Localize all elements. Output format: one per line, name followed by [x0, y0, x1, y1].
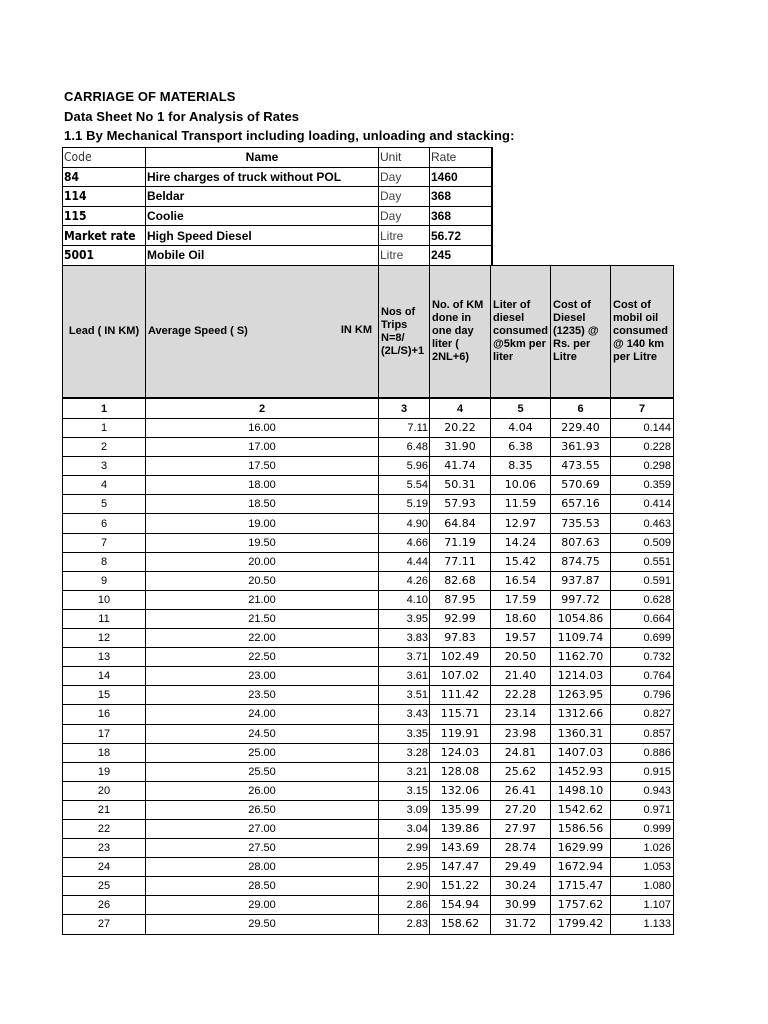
cost-mobil-cell: 1.080	[611, 877, 674, 896]
km-cell: 92.99	[430, 609, 491, 628]
header-cost-diesel: Cost of Diesel (1235) @ Rs. per Litre	[551, 266, 611, 399]
rates-header-code: Code	[63, 148, 146, 168]
speed-cell: 28.50	[146, 877, 379, 896]
liter-cell: 23.14	[491, 705, 551, 724]
speed-cell: 22.00	[146, 629, 379, 648]
speed-cell: 18.50	[146, 495, 379, 514]
trips-cell: 4.66	[379, 533, 430, 552]
trips-cell: 5.96	[379, 457, 430, 476]
lead-cell: 7	[63, 533, 146, 552]
cost-diesel-cell: 1586.56	[551, 819, 611, 838]
rate-cell: 1460	[430, 167, 492, 187]
cost-mobil-cell: 0.827	[611, 705, 674, 724]
trips-cell: 2.86	[379, 896, 430, 915]
table-row	[63, 495, 674, 514]
liter-cell: 12.97	[491, 514, 551, 533]
cost-mobil-cell: 0.764	[611, 667, 674, 686]
cost-diesel-cell: 1162.70	[551, 648, 611, 667]
lead-cell: 15	[63, 686, 146, 705]
rate-cell: 56.72	[430, 226, 492, 246]
cost-diesel-cell: 937.87	[551, 571, 611, 590]
cost-diesel-cell: 1672.94	[551, 858, 611, 877]
liter-cell: 27.97	[491, 819, 551, 838]
name-cell: High Speed Diesel	[146, 226, 379, 246]
table-row	[63, 781, 674, 800]
table-row	[63, 533, 674, 552]
cost-diesel-cell: 874.75	[551, 552, 611, 571]
km-cell: 158.62	[430, 915, 491, 934]
speed-cell: 27.50	[146, 839, 379, 858]
table-row	[63, 724, 674, 743]
rate-cell: 245	[430, 245, 492, 265]
cost-mobil-cell: 0.628	[611, 590, 674, 609]
cost-diesel-cell: 1407.03	[551, 743, 611, 762]
header-km: No. of KM done in one day liter ( 2NL+6)	[430, 266, 491, 399]
column-number-row	[63, 398, 674, 419]
speed-cell: 23.00	[146, 667, 379, 686]
liter-cell: 21.40	[491, 667, 551, 686]
liter-cell: 30.99	[491, 896, 551, 915]
liter-cell: 11.59	[491, 495, 551, 514]
liter-cell: 22.28	[491, 686, 551, 705]
speed-cell: 26.50	[146, 800, 379, 819]
cost-diesel-cell: 1263.95	[551, 686, 611, 705]
speed-cell: 19.00	[146, 514, 379, 533]
rates-header-rate: Rate	[430, 148, 492, 168]
lead-cell: 20	[63, 781, 146, 800]
cost-mobil-cell: 0.664	[611, 609, 674, 628]
cost-mobil-cell: 0.732	[611, 648, 674, 667]
trips-cell: 3.95	[379, 609, 430, 628]
speed-cell: 23.50	[146, 686, 379, 705]
km-cell: 107.02	[430, 667, 491, 686]
speed-cell: 29.50	[146, 915, 379, 934]
speed-cell: 27.00	[146, 819, 379, 838]
km-cell: 154.94	[430, 896, 491, 915]
cost-mobil-cell: 1.053	[611, 858, 674, 877]
cost-mobil-cell: 0.886	[611, 743, 674, 762]
rates-row	[63, 167, 492, 187]
lead-cell: 22	[63, 819, 146, 838]
rates-row	[63, 245, 492, 265]
lead-cell: 11	[63, 609, 146, 628]
name-cell: Coolie	[146, 206, 379, 226]
km-cell: 31.90	[430, 438, 491, 457]
cost-diesel-cell: 570.69	[551, 476, 611, 495]
speed-cell: 20.50	[146, 571, 379, 590]
table-row	[63, 743, 674, 762]
speed-cell: 21.50	[146, 609, 379, 628]
km-cell: 124.03	[430, 743, 491, 762]
km-cell: 115.71	[430, 705, 491, 724]
km-cell: 50.31	[430, 476, 491, 495]
cost-mobil-cell: 1.107	[611, 896, 674, 915]
trips-cell: 4.26	[379, 571, 430, 590]
table-row	[63, 629, 674, 648]
rates-row	[63, 206, 492, 226]
table-row	[63, 648, 674, 667]
trips-cell: 6.48	[379, 438, 430, 457]
table-row	[63, 915, 674, 934]
lead-cell: 10	[63, 590, 146, 609]
table-row	[63, 839, 674, 858]
cost-diesel-cell: 997.72	[551, 590, 611, 609]
lead-cell: 13	[63, 648, 146, 667]
trips-cell: 3.61	[379, 667, 430, 686]
code-cell: 84	[63, 167, 146, 187]
unit-cell: Litre	[379, 245, 430, 265]
lead-cell: 18	[63, 743, 146, 762]
name-cell: Beldar	[146, 187, 379, 207]
km-cell: 82.68	[430, 571, 491, 590]
lead-cell: 1	[63, 419, 146, 438]
lead-cell: 9	[63, 571, 146, 590]
column-number: 3	[379, 398, 430, 419]
table-row	[63, 438, 674, 457]
cost-mobil-cell: 1.133	[611, 915, 674, 934]
cost-diesel-cell: 657.16	[551, 495, 611, 514]
cost-mobil-cell: 0.915	[611, 762, 674, 781]
lead-cell: 3	[63, 457, 146, 476]
header-speed-unit: IN KM	[340, 324, 372, 336]
liter-cell: 28.74	[491, 839, 551, 858]
trips-cell: 3.51	[379, 686, 430, 705]
cost-diesel-cell: 1799.42	[551, 915, 611, 934]
cost-diesel-cell: 1360.31	[551, 724, 611, 743]
liter-cell: 15.42	[491, 552, 551, 571]
trips-cell: 5.19	[379, 495, 430, 514]
liter-cell: 24.81	[491, 743, 551, 762]
km-cell: 57.93	[430, 495, 491, 514]
lead-cell: 5	[63, 495, 146, 514]
lead-cell: 24	[63, 858, 146, 877]
header-speed-label: Average Speed ( S)	[148, 325, 248, 337]
liter-cell: 6.38	[491, 438, 551, 457]
code-cell: Market rate	[63, 226, 146, 246]
trips-cell: 3.43	[379, 705, 430, 724]
cost-diesel-cell: 361.93	[551, 438, 611, 457]
cost-mobil-cell: 0.509	[611, 533, 674, 552]
trips-cell: 3.09	[379, 800, 430, 819]
cost-diesel-cell: 1757.62	[551, 896, 611, 915]
liter-cell: 31.72	[491, 915, 551, 934]
speed-cell: 19.50	[146, 533, 379, 552]
km-cell: 143.69	[430, 839, 491, 858]
trips-cell: 3.28	[379, 743, 430, 762]
km-cell: 132.06	[430, 781, 491, 800]
unit-cell: Day	[379, 206, 430, 226]
cost-mobil-cell: 1.026	[611, 839, 674, 858]
cost-mobil-cell: 0.414	[611, 495, 674, 514]
column-number: 5	[491, 398, 551, 419]
column-number: 4	[430, 398, 491, 419]
header-liter: Liter of diesel consumed @5km per liter	[491, 266, 551, 399]
lead-cell: 14	[63, 667, 146, 686]
km-cell: 151.22	[430, 877, 491, 896]
cost-mobil-cell: 0.591	[611, 571, 674, 590]
rates-row	[63, 187, 492, 207]
lead-cell: 16	[63, 705, 146, 724]
liter-cell: 10.06	[491, 476, 551, 495]
section-heading: 1.1 By Mechanical Transport including loading, unloading and stacking:	[64, 128, 515, 143]
cost-mobil-cell: 0.943	[611, 781, 674, 800]
speed-cell: 22.50	[146, 648, 379, 667]
lead-cell: 27	[63, 915, 146, 934]
speed-cell: 16.00	[146, 419, 379, 438]
lead-cell: 2	[63, 438, 146, 457]
unit-cell: Day	[379, 167, 430, 187]
cost-mobil-cell: 0.359	[611, 476, 674, 495]
rates-header-unit: Unit	[379, 148, 430, 168]
header-cost-mobil: Cost of mobil oil consumed @ 140 km per Litre	[611, 266, 674, 399]
table-row	[63, 800, 674, 819]
liter-cell: 30.24	[491, 877, 551, 896]
rates-row	[63, 226, 492, 246]
liter-cell: 27.20	[491, 800, 551, 819]
column-number: 6	[551, 398, 611, 419]
table-row	[63, 896, 674, 915]
cost-diesel-cell: 1214.03	[551, 667, 611, 686]
table-row	[63, 819, 674, 838]
table-row	[63, 686, 674, 705]
column-number: 1	[63, 398, 146, 419]
km-cell: 128.08	[430, 762, 491, 781]
rate-cell: 368	[430, 187, 492, 207]
liter-cell: 25.62	[491, 762, 551, 781]
table-row	[63, 858, 674, 877]
lead-cell: 21	[63, 800, 146, 819]
liter-cell: 4.04	[491, 419, 551, 438]
column-number: 7	[611, 398, 674, 419]
trips-cell: 4.44	[379, 552, 430, 571]
liter-cell: 14.24	[491, 533, 551, 552]
km-cell: 111.42	[430, 686, 491, 705]
km-cell: 87.95	[430, 590, 491, 609]
code-cell: 115	[63, 206, 146, 226]
lead-cell: 25	[63, 877, 146, 896]
km-cell: 20.22	[430, 419, 491, 438]
name-cell: Mobile Oil	[146, 245, 379, 265]
speed-cell: 17.00	[146, 438, 379, 457]
trips-cell: 2.83	[379, 915, 430, 934]
lead-cell: 4	[63, 476, 146, 495]
cost-diesel-cell: 735.53	[551, 514, 611, 533]
table-row	[63, 590, 674, 609]
unit-cell: Litre	[379, 226, 430, 246]
lead-cell: 17	[63, 724, 146, 743]
lead-cell: 19	[63, 762, 146, 781]
trips-cell: 2.99	[379, 839, 430, 858]
lead-cell: 23	[63, 839, 146, 858]
trips-cell: 2.95	[379, 858, 430, 877]
document-subtitle: Data Sheet No 1 for Analysis of Rates	[64, 109, 300, 124]
code-cell: 5001	[63, 245, 146, 265]
table-row	[63, 667, 674, 686]
liter-cell: 29.49	[491, 858, 551, 877]
km-cell: 139.86	[430, 819, 491, 838]
lead-cell: 6	[63, 514, 146, 533]
cost-diesel-cell: 1452.93	[551, 762, 611, 781]
km-cell: 147.47	[430, 858, 491, 877]
km-cell: 97.83	[430, 629, 491, 648]
code-cell: 114	[63, 187, 146, 207]
table-row	[63, 571, 674, 590]
liter-cell: 26.41	[491, 781, 551, 800]
trips-cell: 4.10	[379, 590, 430, 609]
cost-diesel-cell: 1312.66	[551, 705, 611, 724]
cost-mobil-cell: 0.228	[611, 438, 674, 457]
header-speed	[146, 266, 379, 399]
cost-mobil-cell: 0.463	[611, 514, 674, 533]
speed-cell: 18.00	[146, 476, 379, 495]
header-lead: Lead ( IN KM)	[63, 266, 146, 399]
cost-diesel-cell: 807.63	[551, 533, 611, 552]
liter-cell: 17.59	[491, 590, 551, 609]
lead-cell: 12	[63, 629, 146, 648]
liter-cell: 18.60	[491, 609, 551, 628]
trips-cell: 5.54	[379, 476, 430, 495]
header-trips: Nos of Trips N=8/ (2L/S)+1	[379, 266, 430, 399]
km-cell: 41.74	[430, 457, 491, 476]
rates-header-name: Name	[146, 148, 379, 168]
cost-diesel-cell: 1109.74	[551, 629, 611, 648]
km-cell: 71.19	[430, 533, 491, 552]
cost-mobil-cell: 0.796	[611, 686, 674, 705]
rate-cell: 368	[430, 206, 492, 226]
unit-cell: Day	[379, 187, 430, 207]
cost-mobil-cell: 0.144	[611, 419, 674, 438]
speed-cell: 24.00	[146, 705, 379, 724]
table-row	[63, 762, 674, 781]
speed-cell: 17.50	[146, 457, 379, 476]
document-title: CARRIAGE OF MATERIALS	[64, 89, 236, 104]
table-row	[63, 419, 674, 438]
trips-cell: 2.90	[379, 877, 430, 896]
km-cell: 77.11	[430, 552, 491, 571]
table-row	[63, 514, 674, 533]
cost-diesel-cell: 473.55	[551, 457, 611, 476]
km-cell: 135.99	[430, 800, 491, 819]
cost-mobil-cell: 0.298	[611, 457, 674, 476]
km-cell: 119.91	[430, 724, 491, 743]
cost-diesel-cell: 1715.47	[551, 877, 611, 896]
cost-mobil-cell: 0.551	[611, 552, 674, 571]
speed-cell: 25.50	[146, 762, 379, 781]
speed-cell: 26.00	[146, 781, 379, 800]
speed-cell: 21.00	[146, 590, 379, 609]
column-number: 2	[146, 398, 379, 419]
liter-cell: 23.98	[491, 724, 551, 743]
lead-cell: 8	[63, 552, 146, 571]
speed-cell: 20.00	[146, 552, 379, 571]
trips-cell: 3.35	[379, 724, 430, 743]
speed-cell: 28.00	[146, 858, 379, 877]
liter-cell: 16.54	[491, 571, 551, 590]
liter-cell: 20.50	[491, 648, 551, 667]
speed-cell: 24.50	[146, 724, 379, 743]
trips-cell: 7.11	[379, 419, 430, 438]
trips-cell: 3.21	[379, 762, 430, 781]
km-cell: 64.84	[430, 514, 491, 533]
trips-cell: 3.04	[379, 819, 430, 838]
speed-cell: 25.00	[146, 743, 379, 762]
trips-cell: 3.83	[379, 629, 430, 648]
liter-cell: 19.57	[491, 629, 551, 648]
cost-diesel-cell: 1498.10	[551, 781, 611, 800]
analysis-table	[62, 265, 674, 935]
cost-diesel-cell: 1629.99	[551, 839, 611, 858]
trips-cell: 3.71	[379, 648, 430, 667]
table-row	[63, 476, 674, 495]
trips-cell: 4.90	[379, 514, 430, 533]
km-cell: 102.49	[430, 648, 491, 667]
rates-header-row	[63, 148, 492, 168]
name-cell: Hire charges of truck without POL	[146, 167, 379, 187]
trips-cell: 3.15	[379, 781, 430, 800]
cost-mobil-cell: 0.699	[611, 629, 674, 648]
cost-diesel-cell: 1542.62	[551, 800, 611, 819]
lead-cell: 26	[63, 896, 146, 915]
speed-cell: 29.00	[146, 896, 379, 915]
rates-table	[62, 147, 493, 266]
cost-diesel-cell: 1054.86	[551, 609, 611, 628]
table-row	[63, 609, 674, 628]
cost-mobil-cell: 0.971	[611, 800, 674, 819]
cost-diesel-cell: 229.40	[551, 419, 611, 438]
table-row	[63, 877, 674, 896]
table-row	[63, 552, 674, 571]
cost-mobil-cell: 0.857	[611, 724, 674, 743]
table-header-row	[63, 266, 674, 399]
cost-mobil-cell: 0.999	[611, 819, 674, 838]
table-row	[63, 705, 674, 724]
liter-cell: 8.35	[491, 457, 551, 476]
table-row	[63, 457, 674, 476]
